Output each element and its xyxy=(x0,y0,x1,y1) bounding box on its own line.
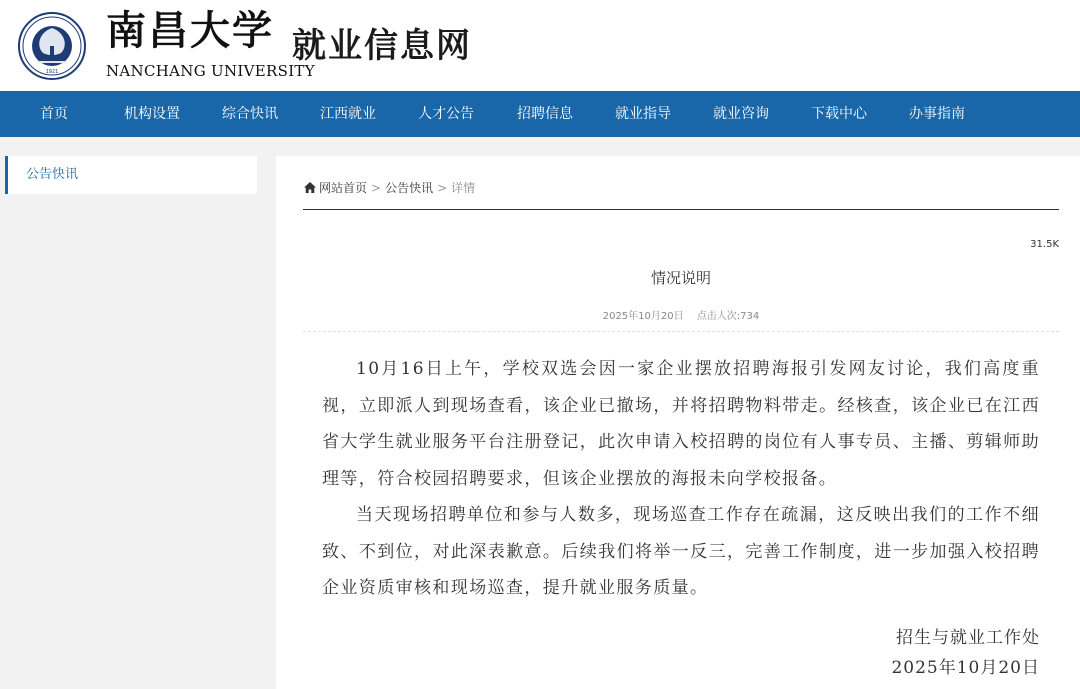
sidebar xyxy=(5,156,257,194)
university-seal-logo[interactable] xyxy=(18,12,86,80)
university-name-en: NANCHANG UNIVERSITY xyxy=(106,62,315,80)
breadcrumb-home-link[interactable]: 网站首页 xyxy=(319,181,368,195)
view-count: 点击人次:734 xyxy=(696,311,760,322)
main-nav xyxy=(0,91,1080,137)
nav-item-service-guide[interactable]: 办事指南 xyxy=(909,106,965,122)
breadcrumb-separator: > xyxy=(437,181,448,195)
nav-item-consulting[interactable]: 就业咨询 xyxy=(713,106,769,122)
publish-date: 2025年10月20日 xyxy=(602,311,684,322)
nav-item-talent-notice[interactable]: 人才公告 xyxy=(418,106,474,122)
article-meta xyxy=(276,307,1080,322)
article-title: 情况说明 xyxy=(650,269,711,287)
nav-item-organization[interactable]: 机构设置 xyxy=(124,106,180,122)
breadcrumb-section-link[interactable]: 公告快讯 xyxy=(385,181,434,195)
article-signature xyxy=(891,623,1040,683)
article-paragraph: 当天现场招聘单位和参与人数多，现场巡查工作存在疏漏，这反映出我们的工作不细致、不到位，对此深表歉意。后续我们将举一反三，完善工作制度，进一步加强入校招聘企业资质审核和现场巡查，提升就业服务质量。 xyxy=(322,505,1040,598)
meta-divider xyxy=(303,331,1059,332)
nav-item-recruitment[interactable]: 招聘信息 xyxy=(517,106,573,122)
university-name-cn: 南昌大学 xyxy=(106,7,274,54)
breadcrumb xyxy=(304,178,475,198)
site-header xyxy=(0,0,1080,91)
breadcrumb-current: 详情 xyxy=(451,181,476,195)
article-paragraph: 10月16日上午，学校双选会因一家企业摆放招聘海报引发网友讨论，我们高度重视，立即派人到现场查看，该企业已撤场，并将招聘物料带走。经核查，该企业已在江西省大学生就业服务平台注册登记，此次申请入校招聘的岗位有人事专员、主播、剪辑师助理等，符合校园招聘要求，但该企业摆放的海报未向学校报备。 xyxy=(322,359,1040,489)
breadcrumb-divider xyxy=(303,209,1059,210)
home-icon xyxy=(304,182,316,193)
nav-item-jiangxi-employment[interactable]: 江西就业 xyxy=(320,106,376,122)
article-panel xyxy=(276,156,1080,689)
sidebar-item-announcements[interactable]: 公告快讯 xyxy=(5,156,257,194)
nav-item-home[interactable]: 首页 xyxy=(40,106,68,122)
article-body xyxy=(322,351,1040,607)
signature-department: 招生与就业工作处 xyxy=(896,628,1040,648)
site-title: 就业信息网 xyxy=(292,26,472,66)
svg-text:1921: 1921 xyxy=(45,69,59,75)
nav-item-news[interactable]: 综合快讯 xyxy=(222,106,278,122)
signature-date: 2025年10月20日 xyxy=(891,658,1040,678)
nav-item-downloads[interactable]: 下载中心 xyxy=(811,106,867,122)
nav-item-guidance[interactable]: 就业指导 xyxy=(615,106,671,122)
file-size-label: 31.5K xyxy=(1030,239,1059,250)
breadcrumb-separator: > xyxy=(371,181,382,195)
